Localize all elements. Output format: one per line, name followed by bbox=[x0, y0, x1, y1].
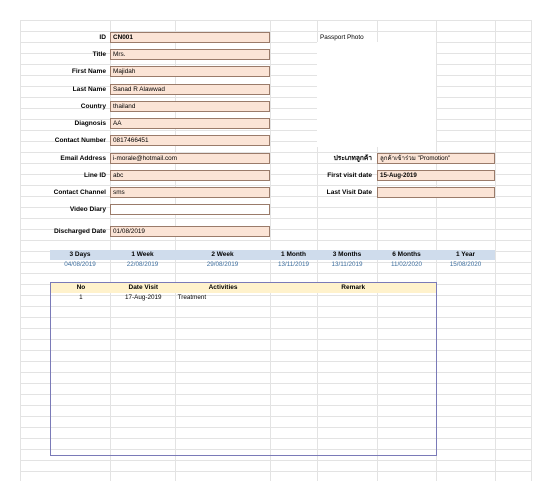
field-label: Last Name bbox=[72, 86, 106, 93]
activities-table bbox=[50, 282, 437, 456]
field-input[interactable]: Sanad R Alawwad bbox=[110, 84, 270, 95]
cell-no[interactable]: 1 bbox=[79, 294, 83, 301]
field-label: Title bbox=[92, 51, 106, 58]
timeline-header-cell: 6 Months bbox=[392, 251, 421, 258]
cell-activity[interactable]: Treatment bbox=[177, 294, 207, 301]
field-input[interactable]: Majidah bbox=[110, 66, 270, 77]
field-input[interactable]: i-morale@hotmail.com bbox=[110, 153, 270, 164]
timeline-header-cell: 1 Month bbox=[281, 251, 306, 258]
field-input[interactable]: CN001 bbox=[110, 32, 270, 43]
timeline-header-cell: 1 Year bbox=[455, 251, 476, 258]
field-label: Diagnosis bbox=[74, 120, 106, 127]
timeline-date-cell[interactable]: 11/02/2020 bbox=[390, 261, 423, 268]
field-label: Contact Channel bbox=[53, 189, 106, 196]
field-label: Discharged Date bbox=[53, 228, 106, 235]
timeline-date-cell[interactable]: 04/08/2019 bbox=[64, 261, 96, 268]
passport-photo-box[interactable] bbox=[317, 42, 436, 147]
field-input[interactable]: 0817466451 bbox=[110, 135, 270, 146]
visit-field-input[interactable]: ลูกค้าเข้าร่วม "Promotion" bbox=[377, 153, 495, 164]
field-input[interactable] bbox=[110, 204, 270, 215]
field-label: First Name bbox=[71, 68, 106, 75]
visit-field-input[interactable] bbox=[377, 187, 495, 198]
timeline-date-cell[interactable]: 22/08/2019 bbox=[126, 261, 159, 268]
visit-field-label: First visit date bbox=[327, 172, 372, 179]
column-header-activities: Activities bbox=[208, 284, 238, 291]
field-input[interactable]: AA bbox=[110, 118, 270, 129]
table-row[interactable] bbox=[51, 293, 436, 303]
field-input[interactable]: Mrs. bbox=[110, 49, 270, 60]
field-label: Contact Number bbox=[54, 137, 106, 144]
column-header-date-visit: Date Visit bbox=[128, 284, 159, 291]
field-input[interactable]: sms bbox=[110, 187, 270, 198]
field-input[interactable]: 01/08/2019 bbox=[110, 226, 270, 237]
field-label: Email Address bbox=[60, 155, 106, 162]
activities-table-header bbox=[51, 283, 436, 293]
timeline-date-cell[interactable]: 13/11/2019 bbox=[331, 261, 363, 268]
followup-timeline-dates bbox=[50, 260, 495, 270]
field-input[interactable]: thailand bbox=[110, 101, 270, 112]
timeline-date-cell[interactable]: 15/08/2020 bbox=[449, 261, 482, 268]
timeline-header-cell: 3 Months bbox=[332, 251, 362, 258]
passport-photo-label: Passport Photo bbox=[320, 34, 364, 41]
visit-field-label: ประเภทลูกค้า bbox=[333, 155, 372, 162]
visit-field-label: Last Visit Date bbox=[326, 189, 372, 196]
followup-timeline-header bbox=[50, 250, 495, 260]
visit-field-input[interactable]: 15-Aug-2019 bbox=[377, 170, 495, 181]
timeline-date-cell[interactable]: 29/08/2019 bbox=[206, 261, 239, 268]
column-header-remark: Remark bbox=[341, 284, 366, 291]
column-header-no: No bbox=[76, 284, 86, 291]
cell-date-visit[interactable]: 17-Aug-2019 bbox=[125, 294, 162, 301]
cell-remark[interactable] bbox=[270, 293, 436, 303]
field-label: ID bbox=[99, 34, 106, 41]
field-input[interactable]: abc bbox=[110, 170, 270, 181]
field-label: Country bbox=[80, 103, 106, 110]
timeline-header-cell: 2 Week bbox=[211, 251, 234, 258]
field-label: Line ID bbox=[84, 172, 106, 179]
timeline-header-cell: 1 Week bbox=[131, 251, 154, 258]
timeline-header-cell: 3 Days bbox=[69, 251, 91, 258]
field-label: Video Diary bbox=[69, 206, 106, 213]
grid-column-line bbox=[495, 20, 496, 481]
timeline-date-cell[interactable]: 13/11/2019 bbox=[277, 261, 310, 268]
